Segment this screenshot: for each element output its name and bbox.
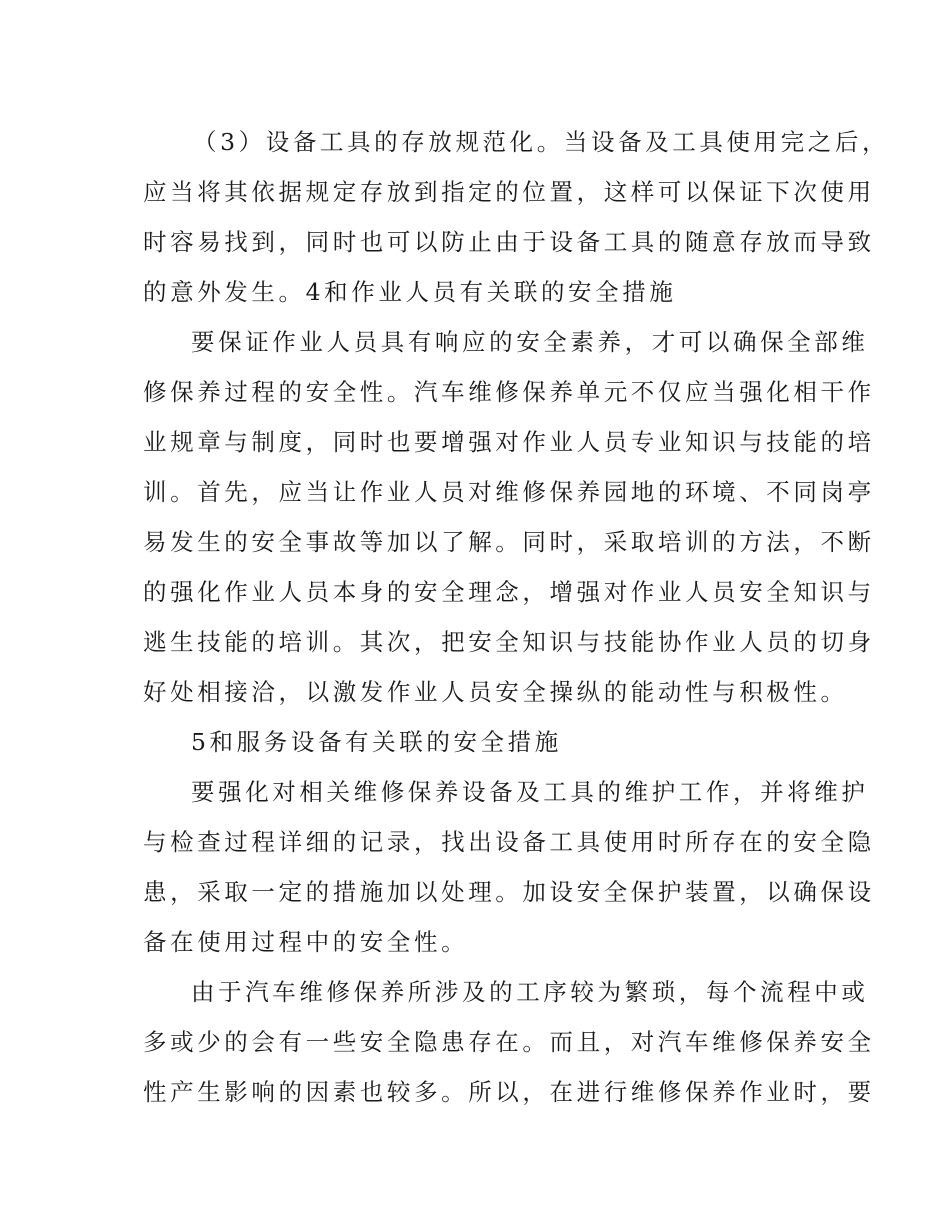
section-heading: 5和服务设备有关联的安全措施 — [191, 728, 562, 756]
paragraph-line: 备在使用过程中的安全性。 — [143, 928, 469, 956]
paragraph-line: 的强化作业人员本身的安全理念，增强对作业人员安全知识与 — [143, 578, 875, 606]
paragraph-line: （3）设备工具的存放规范化。当设备及工具使用完之后， — [193, 128, 890, 156]
paragraph-line: 要强化对相关维修保养设备及工具的维护工作，并将维护 — [191, 778, 869, 806]
paragraph-line: 训。首先，应当让作业人员对维修保养园地的环境、不同岗亭 — [143, 478, 875, 506]
paragraph-line: 逃生技能的培训。其次，把安全知识与技能协作业人员的切身 — [143, 628, 875, 656]
paragraph-line: 性产生影响的因素也较多。所以，在进行维修保养作业时，要 — [143, 1078, 875, 1106]
paragraph-line: 修保养过程的安全性。汽车维修保养单元不仅应当强化相干作 — [143, 378, 875, 406]
paragraph-line: 的意外发生。4和作业人员有关联的安全措施 — [143, 278, 677, 306]
body-text — [143, 117, 890, 1117]
paragraph-line: 易发生的安全事故等加以了解。同时，采取培训的方法，不断 — [143, 528, 875, 556]
paragraph-line: 时容易找到，同时也可以防止由于设备工具的随意存放而导致 — [143, 228, 875, 256]
paragraph-line: 与检查过程详细的记录，找出设备工具使用时所存在的安全隐 — [143, 828, 875, 856]
paragraph-line: 要保证作业人员具有响应的安全素养，才可以确保全部维 — [191, 328, 869, 356]
paragraph-line: 由于汽车维修保养所涉及的工序较为繁琐，每个流程中或 — [191, 978, 869, 1006]
paragraph-line: 患，采取一定的措施加以处理。加设安全保护装置，以确保设 — [143, 878, 875, 906]
paragraph-line: 好处相接洽，以激发作业人员安全操纵的能动性与积极性。 — [143, 678, 848, 706]
paragraph-line: 应当将其依据规定存放到指定的位置，这样可以保证下次使用 — [143, 178, 875, 206]
paragraph-line: 业规章与制度，同时也要增强对作业人员专业知识与技能的培 — [143, 428, 875, 456]
paragraph-line: 多或少的会有一些安全隐患存在。而且，对汽车维修保养安全 — [143, 1028, 875, 1056]
